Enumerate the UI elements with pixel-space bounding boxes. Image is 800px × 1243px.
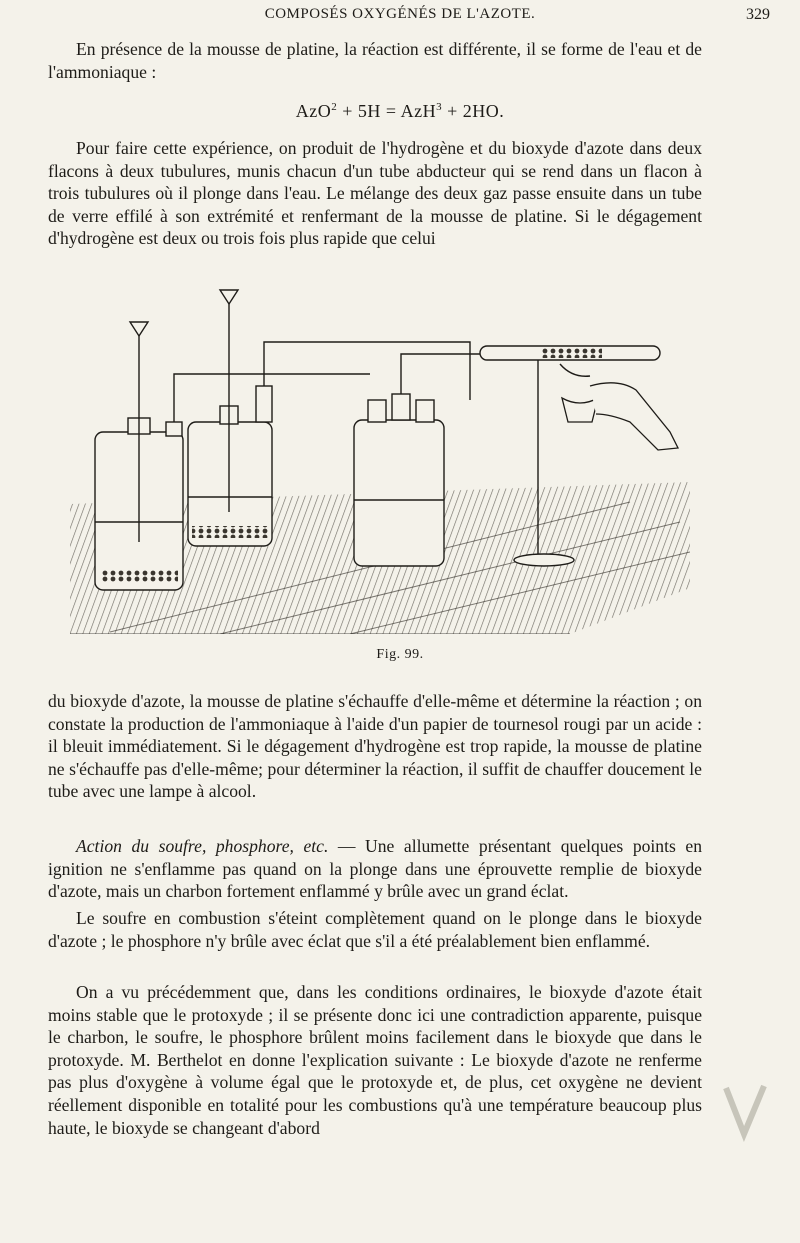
page-number: 329 [746,6,770,23]
figure-caption: Fig. 99. [376,647,424,662]
figure-engraving [70,282,690,634]
action-body: — Une allumette présentant quelques points en ignition ne s'enflamme pas quand on la plonge dans une éprouvette remplie de bioxyde d'azote, mais un charbon fortement enflammé y brûle avec un grand éclat. [48,836,702,902]
action-paragraph [48,835,702,903]
closing-paragraph [48,981,702,1139]
formula-part: AzO [295,101,332,121]
formula-part: + 5H = AzH [337,101,437,121]
formula-superscript: 3 [436,101,443,113]
sulfur-text: Le soufre en combustion s'éteint complètement quand on le plonge dans le bioxyde d'azote ; le phosphore n'y brûle avec éclat que s'il a été préalablement bien enflammé. [48,908,702,951]
experiment-text: Pour faire cette expérience, on produit de l'hydrogène et du bioxyde d'azote dans deux flacons à deux tubulures, munis chacun d'un tube abducteur qui se rend dans un flacon à trois tubulures où il plonge dans l'eau. Le mélange des deux gaz passe ensuite dans un tube de verre effilé à son extrémité et renfermant de la mousse de platine. Si le dégagement d'hydrogène est deux ou trois fois plus rapide que celui [48,138,702,249]
alcohol-lamp-and-hand [562,383,678,450]
section-heading: Action du soufre, phosphore, etc. [76,836,329,856]
experiment-paragraph [48,137,702,250]
chemical-formula [0,101,800,122]
action-text [48,835,702,903]
intro-text: En présence de la mousse de platine, la réaction est différente, il se forme de l'eau et de l'ammoniaque : [48,39,702,82]
closing-text: On a vu précédemment que, dans les conditions ordinaires, le bioxyde d'azote était moins stable que le protoxyde ; il se présente donc ici une contradiction apparente, puisque le charbon, le soufre, le phosphore brûlent moins facilement dans le bioxyde que dans le protoxyde. M. Berthelot en donne l'explication suivante : Le bioxyde d'azote ne renferme pas plus d'oxygène à volume égal que le protoxyde et, de plus, cet oxygène ne devient réellement disponible en totalité pour les combustions qu'à une température beaucoup plus haute, le bioxyde se changeant d'abord [48,982,702,1138]
apparatus-illustration [70,282,690,634]
sulfur-paragraph [48,907,702,952]
continuation-text: du bioxyde d'azote, la mousse de platine s'échauffe d'elle-même et détermine la réaction ; on constate la production de l'ammoniaque à l'aide d'un papier de tournesol rougi par un acide : il bleuit immédiatement. Si le dégagement d'hydrogène est trop rapide, la mousse de platine ne s'échauffe pas d'elle-même; pour déterminer la réaction, il suffit de chauffer doucement le tube avec une lampe à alcool. [48,691,702,802]
intro-paragraph [48,38,702,83]
formula-part: + 2HO. [442,101,505,121]
continuation-paragraph [48,690,702,803]
scan-corner-mark [722,1082,770,1142]
running-title: COMPOSÉS OXYGÉNÉS DE L'AZOTE. [264,6,536,22]
formula-superscript: 2 [331,101,338,113]
